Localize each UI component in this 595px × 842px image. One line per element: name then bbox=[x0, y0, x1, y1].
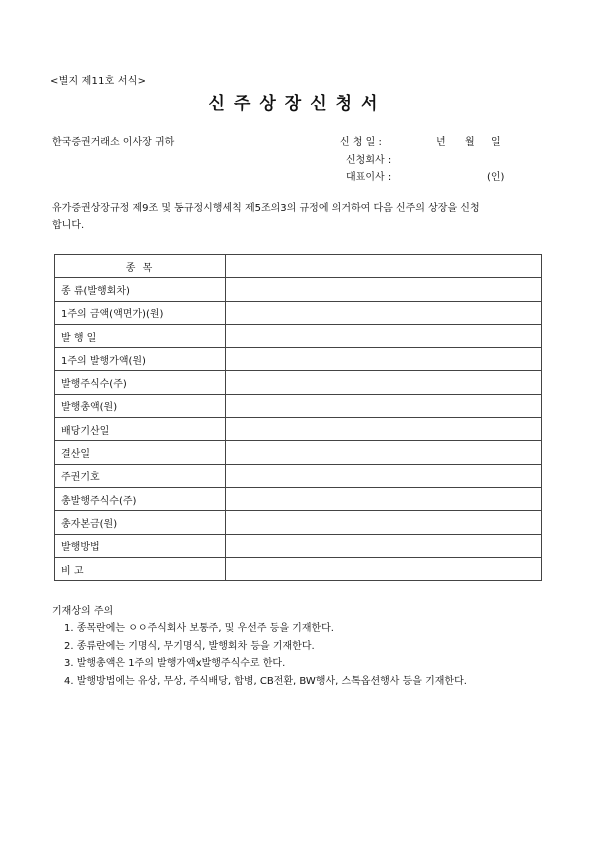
application-statement bbox=[52, 200, 552, 234]
row-value-cell[interactable] bbox=[226, 371, 542, 394]
row-label: 1주의 발행가액(원) bbox=[55, 348, 226, 371]
table-row bbox=[55, 418, 542, 441]
table-row bbox=[55, 534, 542, 557]
seal-mark: (인) bbox=[487, 172, 505, 183]
table-row bbox=[55, 278, 542, 301]
row-value-cell[interactable] bbox=[226, 557, 542, 580]
day-label: 일 bbox=[491, 137, 501, 148]
row-value-cell[interactable] bbox=[226, 441, 542, 464]
row-label: 주권기호 bbox=[55, 464, 226, 487]
table-row bbox=[55, 324, 542, 347]
row-value-cell[interactable] bbox=[226, 394, 542, 417]
row-value-cell[interactable] bbox=[226, 511, 542, 534]
row-value-cell[interactable] bbox=[226, 487, 542, 510]
table-row bbox=[55, 511, 542, 534]
note-item: 2. 종류란에는 기명식, 무기명식, 발행회차 등을 기재한다. bbox=[64, 640, 315, 652]
addressee: 한국증권거래소 이사장 귀하 bbox=[52, 137, 175, 148]
statement-line-2: 합니다. bbox=[52, 220, 85, 231]
row-label: 총발행주식수(주) bbox=[55, 487, 226, 510]
note-item: 4. 발행방법에는 유상, 무상, 주식배당, 합병, CB전환, BW행사, 스톡옵션행사 등을 기재한다. bbox=[64, 676, 467, 688]
table-header-label: 종 목 bbox=[55, 255, 226, 278]
row-label: 발행총액(원) bbox=[55, 394, 226, 417]
row-label: 발 행 일 bbox=[55, 324, 226, 347]
table-header-value-cell[interactable] bbox=[226, 255, 542, 278]
table-row bbox=[55, 348, 542, 371]
row-label: 비 고 bbox=[55, 557, 226, 580]
statement-line-1: 유가증권상장규정 제9조 및 동규정시행세칙 제5조의3의 규정에 의거하여 다음 신주의 상장을 신청 bbox=[52, 203, 480, 214]
table-row bbox=[55, 301, 542, 324]
row-label: 종 류(발행회차) bbox=[55, 278, 226, 301]
row-label: 총자본금(원) bbox=[55, 511, 226, 534]
table-row bbox=[55, 487, 542, 510]
application-date-label: 신 청 일 : bbox=[340, 137, 382, 148]
ceo-label: 대표이사 : bbox=[346, 172, 392, 183]
row-value-cell[interactable] bbox=[226, 464, 542, 487]
table-row bbox=[55, 464, 542, 487]
listing-details-table bbox=[54, 254, 542, 581]
row-value-cell[interactable] bbox=[226, 324, 542, 347]
row-value-cell[interactable] bbox=[226, 278, 542, 301]
notes-list bbox=[64, 620, 467, 691]
row-label: 배당기산일 bbox=[55, 418, 226, 441]
application-date-row bbox=[340, 133, 382, 148]
row-value-cell[interactable] bbox=[226, 534, 542, 557]
row-label: 결산일 bbox=[55, 441, 226, 464]
table-header-row bbox=[55, 255, 542, 278]
note-item: 3. 발행총액은 1주의 발행가액x발행주식수로 한다. bbox=[64, 658, 286, 670]
form-number: <별지 제11호 서식> bbox=[50, 76, 147, 87]
table-row bbox=[55, 371, 542, 394]
row-label: 발행주식수(주) bbox=[55, 371, 226, 394]
row-value-cell[interactable] bbox=[226, 301, 542, 324]
table-row bbox=[55, 394, 542, 417]
row-label: 발행방법 bbox=[55, 534, 226, 557]
row-label: 1주의 금액(액면가)(원) bbox=[55, 301, 226, 324]
row-value-cell[interactable] bbox=[226, 348, 542, 371]
row-value-cell[interactable] bbox=[226, 418, 542, 441]
note-item: 1. 종목란에는 ㅇㅇ주식회사 보통주, 및 우선주 등을 기재한다. bbox=[64, 623, 334, 634]
table-row bbox=[55, 441, 542, 464]
month-label: 월 bbox=[465, 137, 475, 148]
year-label: 년 bbox=[436, 137, 446, 148]
notes-title: 기재상의 주의 bbox=[52, 606, 114, 617]
table-row bbox=[55, 557, 542, 580]
document-title: 신주상장신청서 bbox=[208, 94, 387, 114]
applicant-company-label: 신청회사 : bbox=[346, 155, 392, 166]
